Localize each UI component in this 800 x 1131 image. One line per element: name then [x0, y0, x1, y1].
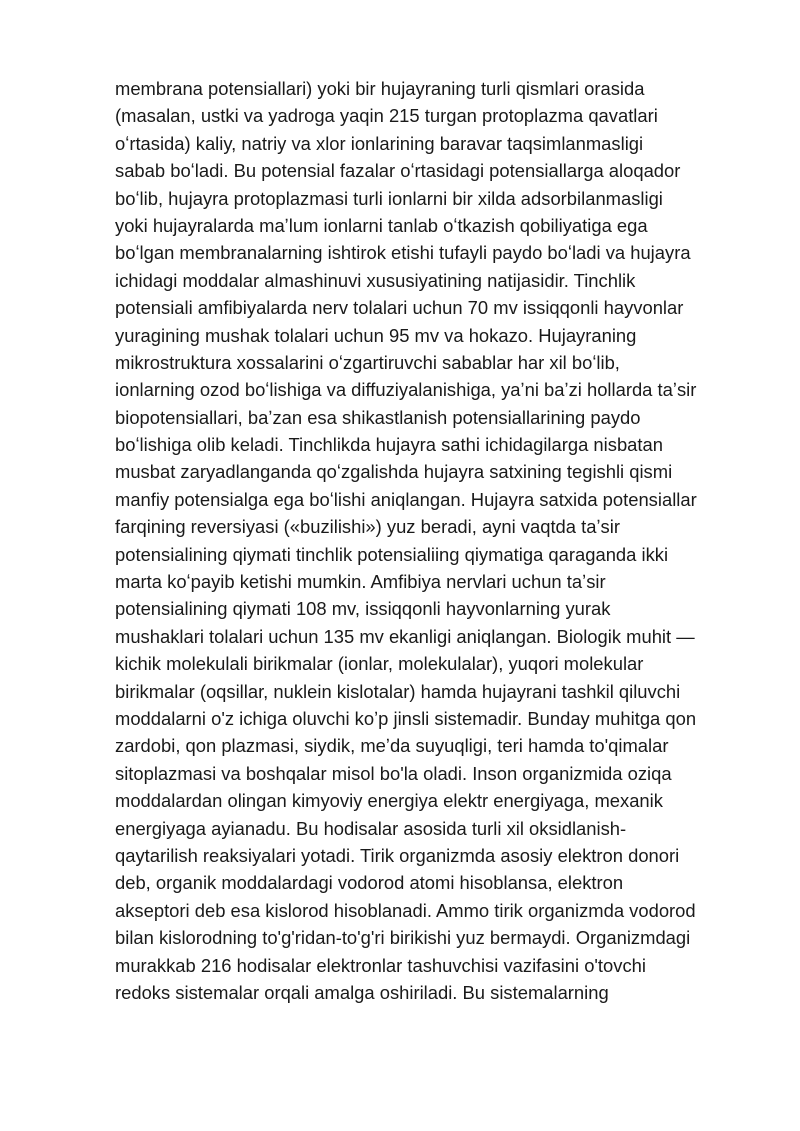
text-line: bilan kislorodning to'g'ridan-to'g'ri birikishi yuz bermaydi. Organizmdagi	[115, 927, 691, 949]
text-line: boʻlib, hujayra protoplazmasi turli ionlarni bir xilda adsorbilanmasligi	[115, 187, 663, 209]
text-line: energiyaga ayianadu. Bu hodisalar asosida turli xil oksidlanish-	[115, 817, 627, 839]
text-line: qaytarilish reaksiyalari yotadi. Tirik organizmda asosiy elektron donori	[115, 844, 680, 866]
text-line: yuragining mushak tolalari uchun 95 mv va hokazo. Hujayraning	[115, 324, 637, 346]
text-line: ionlarning ozod boʻlishiga va diffuziyalanishiga, yaʼni baʼzi hollarda taʼsir	[115, 379, 697, 401]
text-line: birikmalar (oqsillar, nuklein kislotalar) hamda hujayrani tashkil qiluvchi	[115, 680, 681, 702]
text-line: mushaklari tolalari uchun 135 mv ekanligi aniqlangan. Biologik muhit —	[115, 625, 695, 647]
text-line: boʻlgan membranalarning ishtirok etishi tufayli paydo boʻladi va hujayra	[115, 242, 691, 264]
text-line: marta koʻpayib ketishi mumkin. Amfibiya nervlari uchun taʼsir	[115, 571, 606, 593]
text-line: potensialining qiymati tinchlik potensialiing qiymatiga qaraganda ikki	[115, 543, 669, 565]
text-line: murakkab 216 hodisalar elektronlar tashuvchisi vazifasini o'tovchi	[115, 954, 646, 976]
text-line: zardobi, qon plazmasi, siydik, meʼda suyuqligi, teri hamda to'qimalar	[115, 735, 669, 757]
text-line: redoks sistemalar orqali amalga oshiriladi. Bu sistemalarning	[115, 981, 609, 1003]
text-line: farqining reversiyasi («buzilishi») yuz beradi, ayni vaqtda taʼsir	[115, 516, 620, 538]
text-line: boʻlishiga olib keladi. Tinchlikda hujayra sathi ichidagilarga nisbatan	[115, 434, 663, 456]
text-line: mikrostruktura xossalarini oʻzgartiruvchi sabablar har xil boʻlib,	[115, 351, 620, 373]
text-line: potensiali amfibiyalarda nerv tolalari uchun 70 mv issiqqonli hayvonlar	[115, 297, 684, 319]
text-line: ichidagi moddalar almashinuvi xususiyatining natijasidir. Tinchlik	[115, 269, 636, 291]
text-line: manfiy potensialga ega boʻlishi aniqlangan. Hujayra satxida potensiallar	[115, 488, 697, 510]
text-line: akseptori deb esa kislorod hisoblanadi. Ammo tirik organizmda vodorod	[115, 899, 696, 921]
text-line: deb, organik moddalardagi vodorod atomi hisoblansa, elektron	[115, 872, 624, 894]
text-line: membrana potensiallari) yoki bir hujayraning turli qismlari orasida	[115, 78, 645, 99]
body-text	[115, 75, 755, 1006]
text-line: yoki hujayralarda maʼlum ionlarni tanlab oʻtkazish qobiliyatiga ega	[115, 214, 648, 236]
text-line: moddalardan olingan kimyoviy energiya elektr energiyaga, mexanik	[115, 790, 663, 812]
text-line: oʻrtasida) kaliy, natriy va xlor ionlarining baravar taqsimlanmasligi	[115, 132, 644, 154]
text-line: potensialining qiymati 108 mv, issiqqonli hayvonlarning yurak	[115, 598, 611, 620]
text-line: musbat zaryadlanganda qoʻzgalishda hujayra satxining tegishli qismi	[115, 461, 673, 483]
text-line: kichik molekulali birikmalar (ionlar, molekulalar), yuqori molekular	[115, 653, 644, 675]
text-line: biopotensiallari, baʼzan esa shikastlanish potensiallarining paydo	[115, 406, 641, 428]
text-line: sitoplazmasi va boshqalar misol bo'la oladi. Inson organizmida oziqa	[115, 762, 672, 784]
text-line: (masalan, ustki va yadroga yaqin 215 turgan protoplazma qavatlari	[115, 105, 658, 127]
text-line: moddalarni o'z ichiga oluvchi koʼp jinsli sistemadir. Bunday muhitga qon	[115, 707, 697, 729]
text-line: sabab boʻladi. Bu potensial fazalar oʻrtasidagi potensiallarga aloqador	[115, 160, 681, 182]
